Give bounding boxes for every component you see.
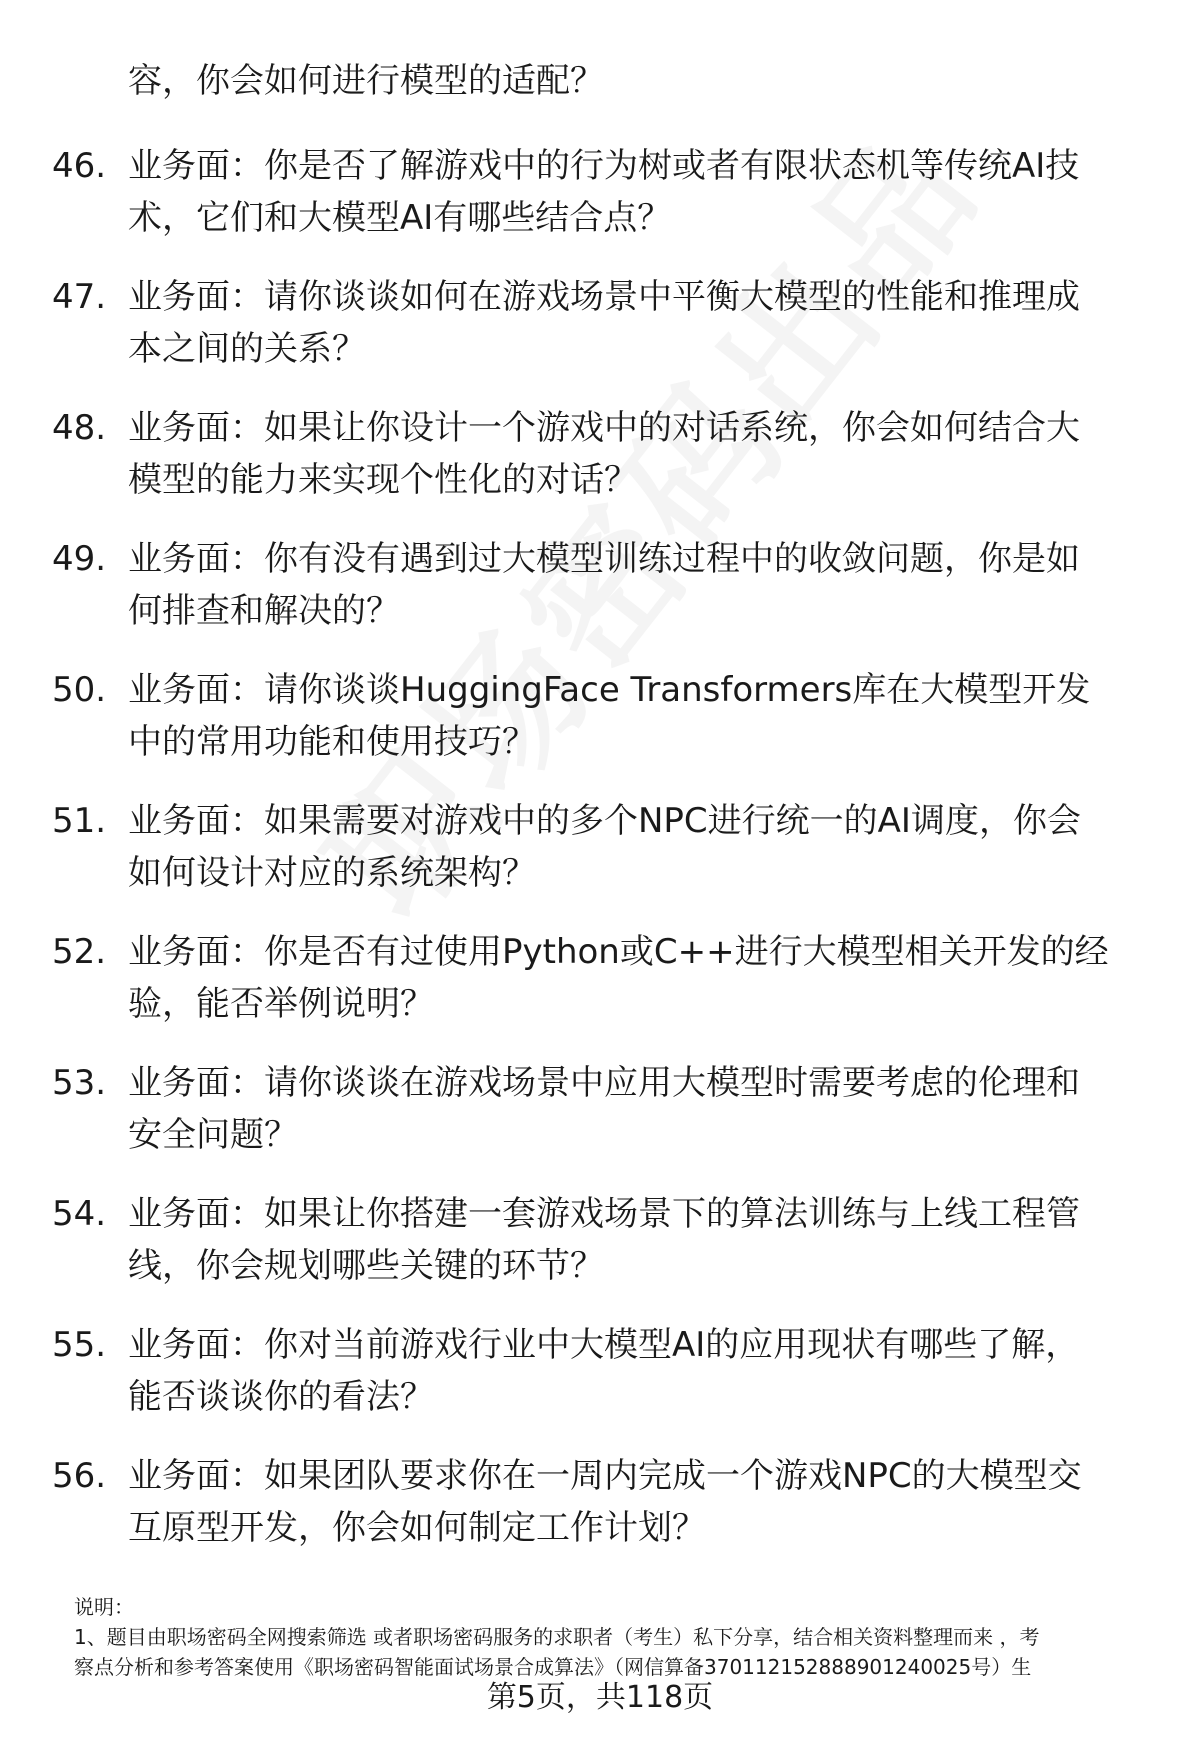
- question-text: [128, 664, 1198, 768]
- question-line: 业务面：你是否了解游戏中的行为树或者有限状态机等传统AI技: [128, 146, 1080, 186]
- question-text: [128, 1188, 1198, 1292]
- question-number: 51.: [52, 801, 107, 841]
- question-line: 能否谈谈你的看法？: [128, 1377, 434, 1417]
- question-line: 业务面：你有没有遇到过大模型训练过程中的收敛问题，你是如: [128, 539, 1080, 579]
- question-number: 52.: [52, 932, 107, 972]
- question-line: 线，你会规划哪些关键的环节？: [128, 1246, 604, 1286]
- question-line: 如何设计对应的系统架构？: [128, 853, 536, 893]
- question-line: 业务面：你是否有过使用Python或C++进行大模型相关开发的经: [128, 932, 1109, 972]
- question-line: 中的常用功能和使用技巧？: [128, 722, 536, 762]
- question-line: 本之间的关系？: [128, 329, 366, 369]
- question-number: 50.: [52, 670, 107, 710]
- question-item: [52, 1450, 1162, 1581]
- question-text: [128, 402, 1198, 506]
- question-number: 47.: [52, 277, 107, 317]
- question-text: [128, 926, 1198, 1030]
- question-number: 49.: [52, 539, 107, 579]
- question-line: 业务面：你对当前游戏行业中大模型AI的应用现状有哪些了解，: [128, 1325, 1080, 1365]
- question-number: 48.: [52, 408, 107, 448]
- question-text: [128, 140, 1198, 244]
- question-list: [52, 140, 1162, 1581]
- question-text: [128, 795, 1198, 899]
- question-line: 业务面：如果团队要求你在一周内完成一个游戏NPC的大模型交: [128, 1456, 1082, 1496]
- question-item: [52, 664, 1162, 795]
- question-item: [52, 926, 1162, 1057]
- question-line: 业务面：请你谈谈在游戏场景中应用大模型时需要考虑的伦理和: [128, 1063, 1080, 1103]
- question-line: 业务面：如果让你设计一个游戏中的对话系统，你会如何结合大: [128, 408, 1080, 448]
- question-line: 业务面：请你谈谈HuggingFace Transformers库在大模型开发: [128, 670, 1091, 710]
- question-line: 安全问题？: [128, 1115, 298, 1155]
- question-line: 术，它们和大模型AI有哪些结合点？: [128, 198, 672, 238]
- question-number: 55.: [52, 1325, 107, 1365]
- question-line: 互原型开发，你会如何制定工作计划？: [128, 1508, 706, 1548]
- question-number: 56.: [52, 1456, 107, 1496]
- notes-section: [74, 1592, 1154, 1682]
- question-number: 53.: [52, 1063, 107, 1103]
- question-item: [52, 1188, 1162, 1319]
- continuation-text: 容，你会如何进行模型的适配？: [128, 61, 604, 101]
- question-item: [52, 1319, 1162, 1450]
- question-line: 业务面：如果让你搭建一套游戏场景下的算法训练与上线工程管: [128, 1194, 1080, 1234]
- question-text: [128, 1450, 1198, 1554]
- page-number: 第5页，共118页: [486, 1680, 714, 1715]
- question-number: 54.: [52, 1194, 107, 1234]
- question-number: 46.: [52, 146, 107, 186]
- question-text: [128, 271, 1198, 375]
- question-item: [52, 795, 1162, 926]
- question-line: 业务面：请你谈谈如何在游戏场景中平衡大模型的性能和推理成: [128, 277, 1080, 317]
- notes-line: 1、题目由职场密码全网搜索筛选 或者职场密码服务的求职者（考生）私下分享，结合相关资料整理而来 ，考: [74, 1625, 1040, 1649]
- question-line: 验，能否举例说明？: [128, 984, 434, 1024]
- question-line: 何排查和解决的？: [128, 591, 400, 631]
- question-item: [52, 533, 1162, 664]
- question-line: 模型的能力来实现个性化的对话？: [128, 460, 638, 500]
- question-text: [128, 1319, 1198, 1423]
- notes-line: 察点分析和参考答案使用《职场密码智能面试场景合成算法》（网信算备370112152888901240025号）生: [74, 1655, 1032, 1679]
- question-text: [128, 1057, 1198, 1161]
- question-item: [52, 402, 1162, 533]
- notes-heading: 说明：: [74, 1595, 134, 1619]
- question-line: 业务面：如果需要对游戏中的多个NPC进行统一的AI调度，你会: [128, 801, 1081, 841]
- question-item: [52, 271, 1162, 402]
- question-text: [128, 533, 1198, 637]
- question-item: [52, 1057, 1162, 1188]
- question-item: [52, 140, 1162, 271]
